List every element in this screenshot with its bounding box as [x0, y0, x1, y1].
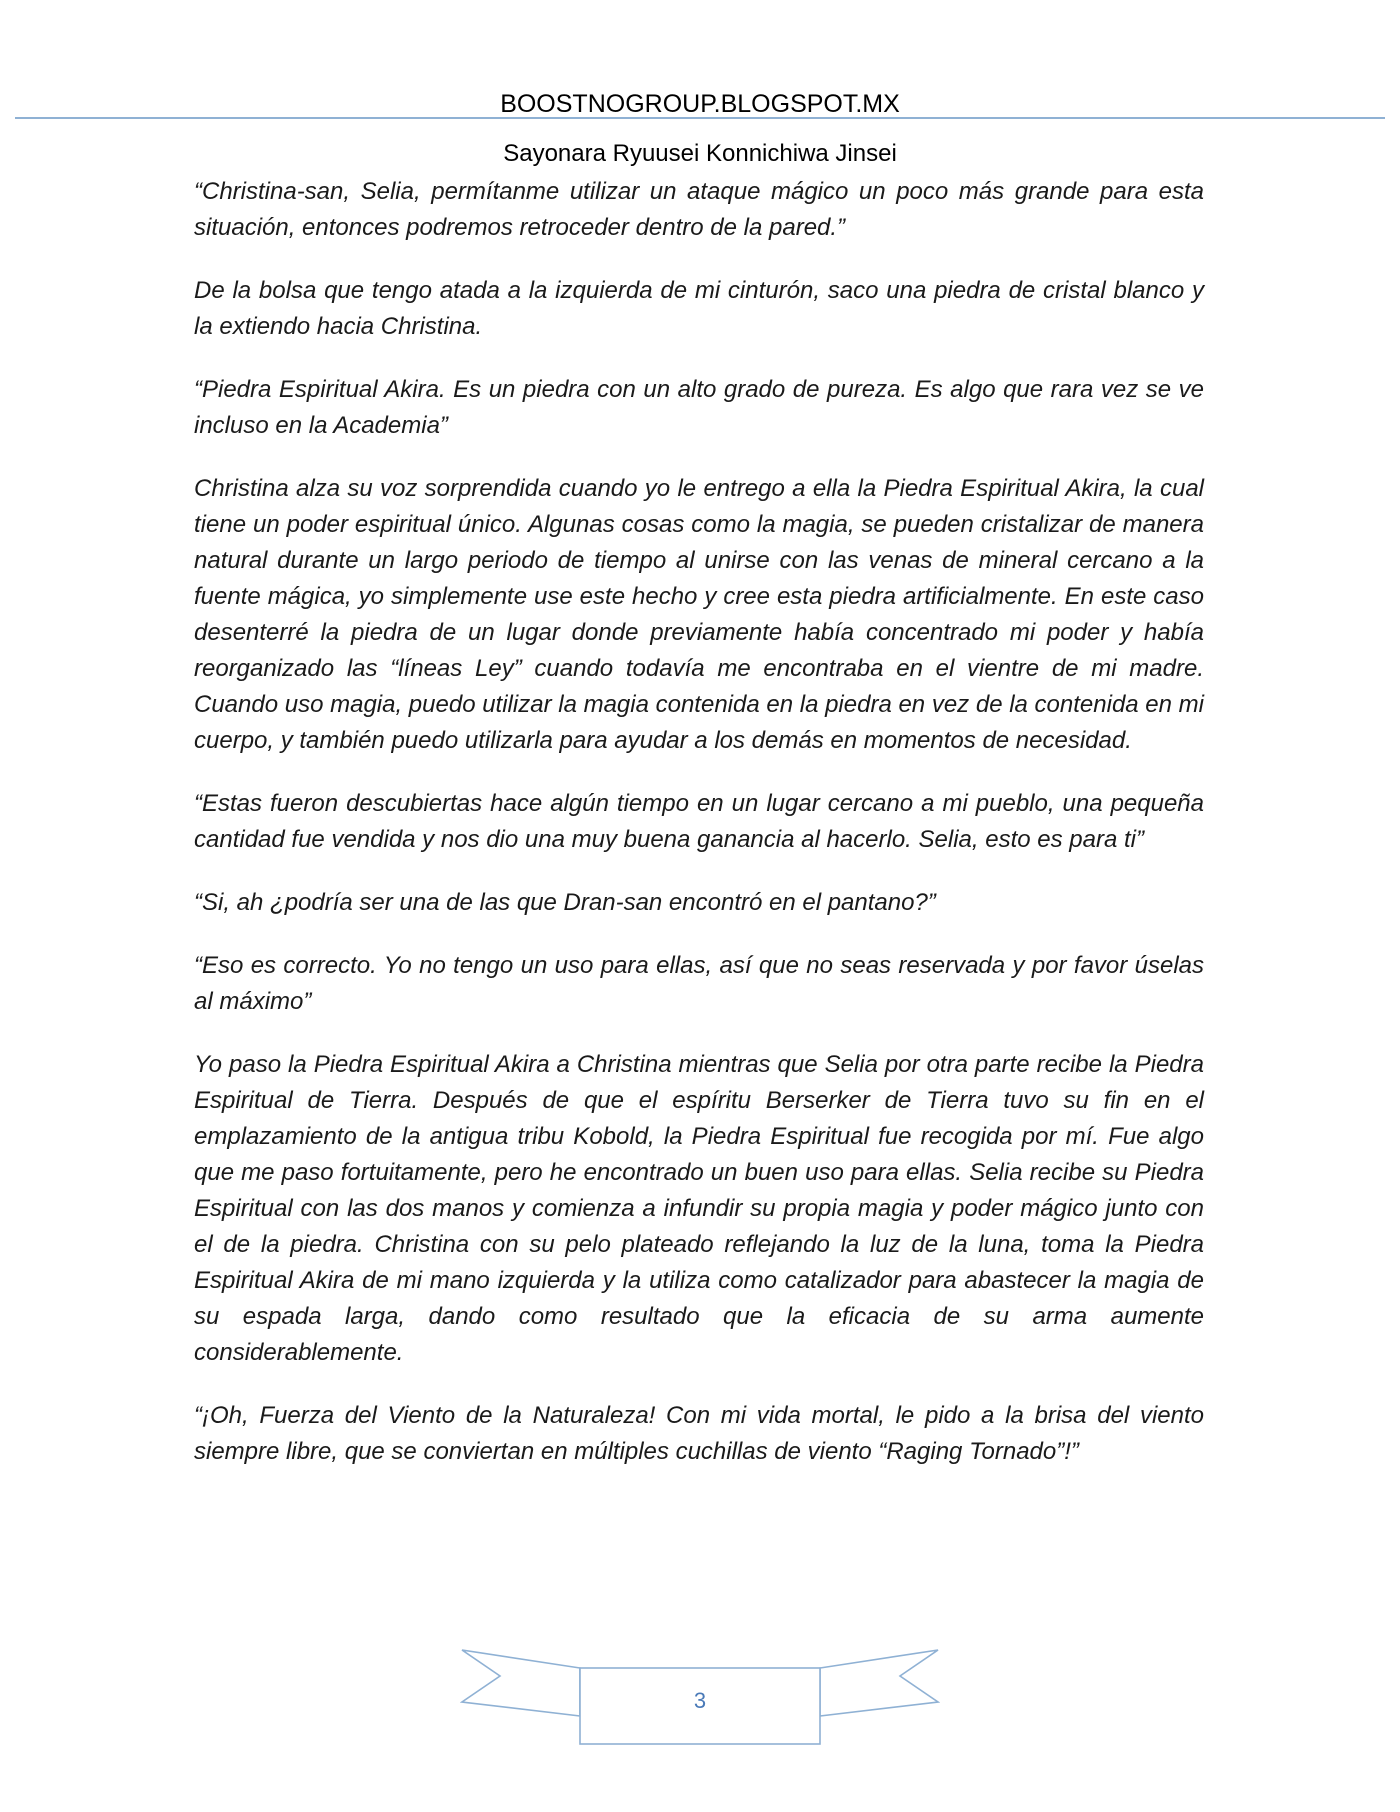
ribbon-left-tail — [462, 1650, 580, 1716]
paragraph: “Si, ah ¿podría ser una de las que Dran-san encontró en el pantano?” — [194, 889, 936, 916]
paragraph: Yo paso la Piedra Espiritual Akira a Christina mientras que Selia por otra parte recibe la Piedra Espiritual de Tierra. Después de que el espíritu Berserker de Tierra tuvo su fin en el emplazamiento de la antigua tribu Kobold, la Piedra Espiritual fue recogida por mí. Fue algo que me paso fortuitamente, pero he encontrado un buen uso para ellas. Selia recibe su Piedra Espiritual con las dos manos y comienza a infundir su propia magia y poder mágico junto con el de la piedra. Christina con su pelo plateado reflejando la luz de la luna, toma la Piedra Espiritual Akira de mi mano izquierda y la utiliza como catalizador para abastecer la magia de su espada larga, dando como resultado que la eficacia de su arma aumente considerablemente. — [194, 1051, 1204, 1366]
paragraph: “¡Oh, Fuerza del Viento de la Naturaleza! Con mi vida mortal, le pido a la brisa del viento siempre libre, que se conviertan en múltiples cuchillas de viento “Raging Tornado”!” — [194, 1402, 1204, 1465]
paragraph: De la bolsa que tengo atada a la izquierda de mi cinturón, saco una piedra de cristal blanco y la extiendo hacia Christina. — [194, 277, 1204, 340]
paragraph: “Eso es correcto. Yo no tengo un uso para ellas, así que no seas reservada y por favor úselas al máximo” — [194, 952, 1204, 1015]
header-book-title: Sayonara Ryuusei Konnichiwa Jinsei — [503, 140, 897, 167]
paragraph: “Christina-san, Selia, permítanme utilizar un ataque mágico un poco más grande para esta situación, entonces podremos retroceder dentro de la pared.” — [194, 178, 1204, 241]
page-number: 3 — [693, 1688, 707, 1713]
paragraph: “Estas fueron descubiertas hace algún tiempo en un lugar cercano a mi pueblo, una pequeña cantidad fue vendida y nos dio una muy buena ganancia al hacerlo. Selia, esto es para ti” — [194, 790, 1204, 853]
header-site-name: BOOSTNOGROUP.BLOGSPOT.MX — [500, 90, 900, 118]
paragraph: Christina alza su voz sorprendida cuando yo le entrego a ella la Piedra Espiritual Akira, la cual tiene un poder espiritual único. Algunas cosas como la magia, se pueden cristalizar de manera natural durante un largo periodo de tiempo al unirse con las venas de mineral cercano a la fuente mágica, yo simplemente use este hecho y cree esta piedra artificialmente. En este caso desenterré la piedra de un lugar donde previamente había concentrado mi poder y había reorganizado las “líneas Ley” cuando todavía me encontraba en el vientre de mi madre. Cuando uso magia, puedo utilizar la magia contenida en la piedra en vez de la contenida en mi cuerpo, y también puedo utilizarla para ayudar a los demás en momentos de necesidad. — [194, 475, 1204, 754]
header-divider — [15, 117, 1385, 119]
paragraph: “Piedra Espiritual Akira. Es un piedra con un alto grado de pureza. Es algo que rara vez se ve incluso en la Academia” — [194, 376, 1204, 439]
body-text — [194, 174, 1204, 1497]
ribbon-right-tail — [820, 1650, 938, 1716]
